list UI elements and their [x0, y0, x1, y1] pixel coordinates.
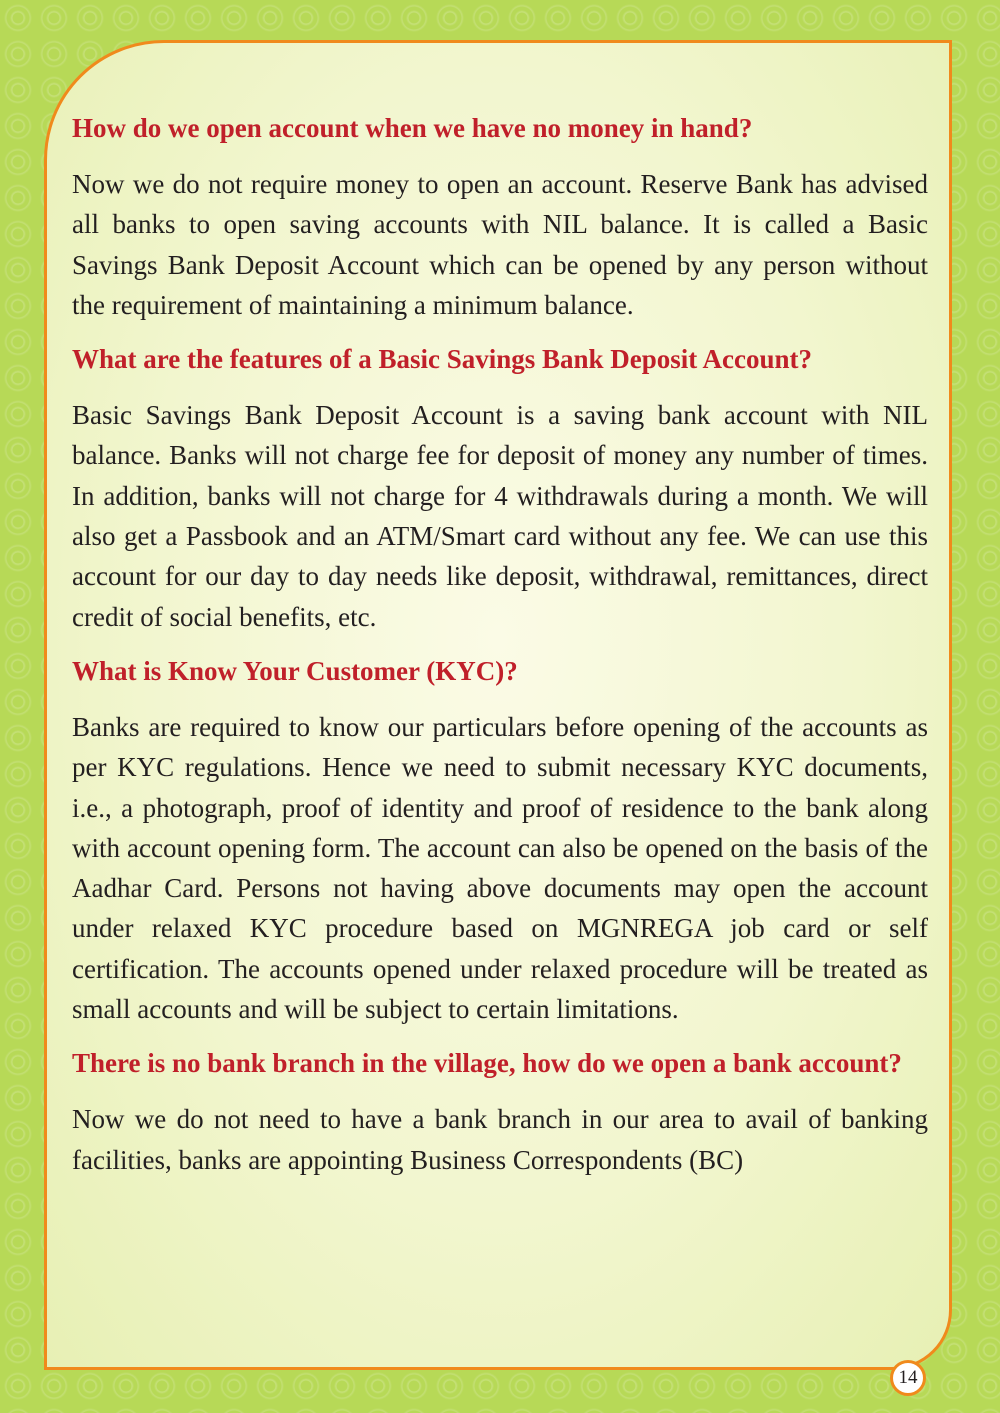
question-heading-2: What are the features of a Basic Savings Bank Deposit Account?	[72, 344, 813, 375]
answer-paragraph-3: Banks are required to know our particulars before opening of the accounts as per KYC regulations. Hence we need to submit necessary KYC documents, i.e., a photograph, proof of identity and proof of residence to the bank along with account opening form. The account can also be opened on the basis of the Aadhar Card. Persons not having above documents may open the account under relaxed KYC procedure based on MGNREGA job card or self certification. The accounts opened under relaxed procedure will be treated as small accounts and will be subject to certain limitations.	[72, 711, 928, 1025]
page-content	[72, 108, 928, 1194]
answer-paragraph-1: Now we do not require money to open an account. Reserve Bank has advised all banks to open saving accounts with NIL balance. It is called a Basic Savings Bank Deposit Account which can be opened by any person without the requirement of maintaining a minimum balance.	[72, 169, 928, 320]
answer-paragraph-4: Now we do not need to have a bank branch in our area to avail of banking facilities, banks are appointing Business Correspondents (BC)	[72, 1104, 928, 1175]
answer-paragraph-2: Basic Savings Bank Deposit Account is a saving bank account with NIL balance. Banks will not charge fee for deposit of money any number of times. In addition, banks will not charge for 4 withdrawals during a month. We will also get a Passbook and an ATM/Smart card without any fee. We can use this account for our day to day needs like deposit, withdrawal, remittances, direct credit of social benefits, etc.	[72, 400, 928, 632]
question-heading-4: There is no bank branch in the village, how do we open a bank account?	[72, 1048, 902, 1079]
page-number-badge: 14	[890, 1360, 926, 1396]
question-heading-1: How do we open account when we have no money in hand?	[72, 113, 753, 143]
question-heading-3: What is Know Your Customer (KYC)?	[72, 655, 518, 686]
